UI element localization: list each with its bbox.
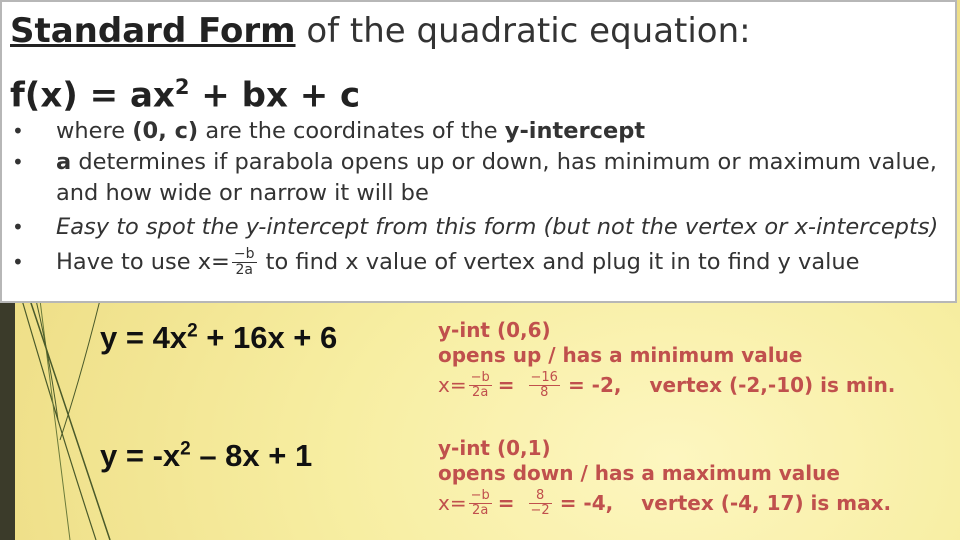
b1-pre: where [56,118,133,144]
formula-part2: + bx + c [189,75,361,116]
opens-1: opens up / has a minimum value [438,343,803,367]
fraction-numerator: −16 [530,370,558,385]
x-equals: x= [438,491,467,515]
fraction-denominator: 2a [472,503,489,518]
standard-form-formula [10,66,360,116]
b4-post: to find x value of vertex and plug it in to find y value [258,249,860,275]
fraction-denominator: 8 [540,385,549,400]
fraction-numerator: −b [470,370,490,385]
fraction-numerator: −b [233,246,255,262]
b4-pre: Have to use x= [56,249,230,275]
b1-bold1: (0, c) [132,118,199,144]
vertex-x-result: = -4, [559,491,614,515]
fraction-denominator: −2 [530,503,550,518]
vertex-calc-1 [438,371,895,400]
bullet-list [10,114,950,278]
eq1-exponent: 2 [187,320,198,342]
fraction [469,489,492,518]
eq2-post: – 8x + 1 [190,438,313,473]
bullet-vertex-formula [10,247,950,278]
fraction-denominator: 2a [472,385,489,400]
fraction-denominator: 2a [235,262,253,278]
opens-2: opens down / has a maximum value [438,461,840,485]
slide-title [10,10,751,52]
b2-rest: determines if parabola opens up or down, has minimum or maximum value, and how wide or narrow it will be [56,149,937,206]
eq1-pre: y = 4x [100,320,188,355]
formula-exponent: 2 [174,75,190,99]
vertex-x-result: = -2, [567,373,622,397]
bullet-easy-spot: • Easy to spot the y-intercept from this form (but not the vertex or x-intercepts) [10,212,950,243]
x-equals: x= [438,373,467,397]
example-equation-1 [100,320,337,356]
b1-bold2: y-intercept [504,118,646,144]
fraction [529,371,560,400]
equals-sign: = [497,373,515,397]
title-rest: of the quadratic equation: [295,11,751,51]
example-equation-2 [100,438,312,474]
y-intercept-2: y-int (0,1) [438,436,551,460]
equals-sign: = [497,491,515,515]
example-answer-2 [438,436,891,518]
b2-bold: a [56,149,72,175]
vertex-result: vertex (-2,-10) is min. [649,373,896,397]
fraction [469,371,492,400]
vertex-result: vertex (-4, 17) is max. [641,491,892,515]
bullet-a-coefficient [10,147,950,209]
eq2-exponent: 2 [180,438,191,460]
eq1-post: + 16x + 6 [197,320,338,355]
formula-part1: f(x) = ax [10,75,175,116]
fraction-numerator: −b [470,488,490,503]
fraction-numerator: 8 [529,489,552,504]
fraction [529,489,552,518]
eq2-pre: y = -x [100,438,181,473]
y-intercept-1: y-int (0,6) [438,318,551,342]
vertex-calc-2 [438,489,891,518]
fraction [232,247,257,278]
bullet-y-intercept [10,116,950,147]
b1-mid: are the coordinates of the [198,118,505,144]
title-bold: Standard Form [10,11,296,51]
example-answer-1 [438,318,895,400]
